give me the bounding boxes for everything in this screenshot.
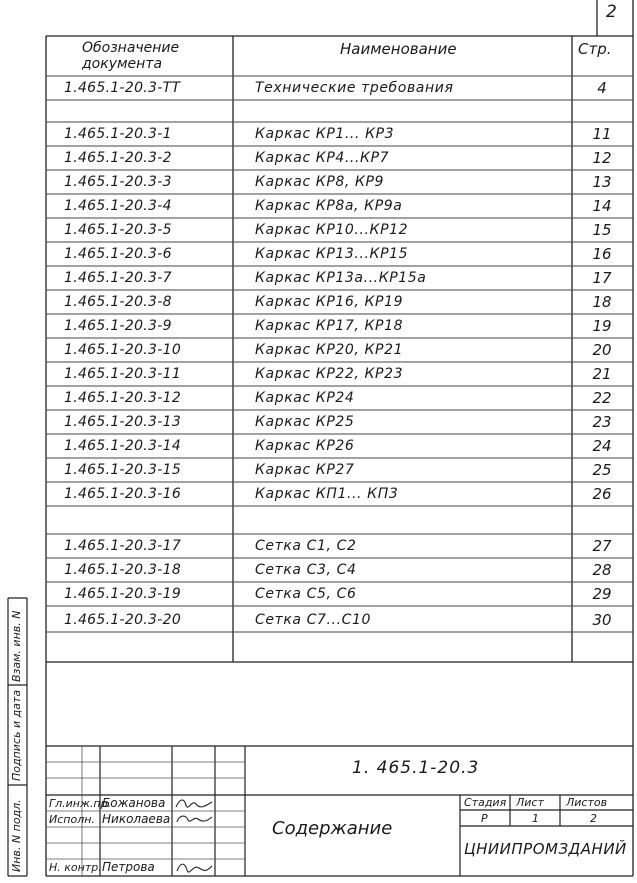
row-code: 1.465.1-20.3-13	[64, 414, 182, 430]
side-label-sign-date: Подпись и дата	[10, 689, 23, 781]
row-page: 29	[592, 585, 612, 603]
row-name: Каркас КР13а...КР15а	[255, 270, 427, 286]
page-number: 2	[606, 2, 617, 22]
row-page: 12	[592, 149, 612, 167]
row-code: 1.465.1-20.3-12	[64, 390, 182, 406]
signature-3	[174, 860, 214, 874]
row-page: 19	[592, 317, 612, 335]
row-code: 1.465.1-20.3-17	[64, 538, 182, 554]
row-page: 17	[592, 269, 612, 287]
sheets-value: 2	[590, 812, 597, 825]
row-page: 30	[592, 611, 612, 629]
row-name: Каркас КР1... КР3	[255, 126, 395, 142]
row-page: 20	[592, 341, 612, 359]
row-code: 1.465.1-20.3-1	[64, 126, 172, 142]
row-name: Каркас КР13...КР15	[255, 246, 409, 262]
row-page: 21	[592, 365, 612, 383]
stage-value: Р	[481, 812, 488, 825]
signature-1	[174, 796, 214, 810]
side-label-vzam-inv: Взам. инв. N	[10, 610, 23, 682]
row-name: Сетка С3, С4	[255, 562, 357, 578]
role-label: Исполн.	[49, 813, 95, 826]
row-name: Каркас КП1... КП3	[255, 486, 399, 502]
header-designation-line2: документа	[82, 56, 163, 72]
row-page: 13	[592, 173, 612, 191]
sheet-value: 1	[532, 812, 539, 825]
row-code: 1.465.1-20.3-19	[64, 586, 182, 602]
row-page: 27	[592, 537, 612, 555]
row-code: 1.465.1-20.3-20	[64, 612, 182, 628]
row-name: Сетка С7...С10	[255, 612, 372, 628]
row-code: 1.465.1-20.3-9	[64, 318, 172, 334]
row-code: 1.465.1-20.3-14	[64, 438, 182, 454]
header-designation-line1: Обозначение	[82, 40, 180, 56]
row-name: Каркас КР10...КР12	[255, 222, 409, 238]
row-page: 22	[592, 389, 612, 407]
row-name: Каркас КР22, КР23	[255, 366, 404, 382]
row-code: 1.465.1-20.3-3	[64, 174, 172, 190]
row-page: 4	[597, 79, 607, 97]
row-name: Каркас КР26	[255, 438, 355, 454]
row-page: 14	[592, 197, 612, 215]
side-label-inv-orig: Инв. N подл.	[10, 799, 23, 872]
row-code: 1.465.1-20.3-11	[64, 366, 182, 382]
row-page: 15	[592, 221, 612, 239]
row-name: Сетка С1, С2	[255, 538, 357, 554]
row-code: 1.465.1-20.3-10	[64, 342, 182, 358]
row-page: 16	[592, 245, 612, 263]
row-name: Каркас КР8, КР9	[255, 174, 385, 190]
row-code: 1.465.1-20.3-5	[64, 222, 172, 238]
row-code: 1.465.1-20.3-2	[64, 150, 172, 166]
sheets-label: Листов	[566, 796, 608, 809]
row-name: Каркас КР8а, КР9а	[255, 198, 403, 214]
row-name: Сетка С5, С6	[255, 586, 357, 602]
row-page: 28	[592, 561, 612, 579]
header-name: Наименование	[340, 40, 457, 58]
row-name: Каркас КР27	[255, 462, 355, 478]
row-name: Технические требования	[255, 80, 454, 96]
role-name: Николаева	[102, 812, 171, 826]
row-page: 25	[592, 461, 612, 479]
doc-title: Содержание	[272, 818, 393, 839]
role-label: Гл.инж.пр.	[49, 797, 112, 810]
header-page: Стр.	[578, 40, 612, 58]
row-name: Каркас КР24	[255, 390, 355, 406]
row-name: Каркас КР16, КР19	[255, 294, 404, 310]
organization: ЦНИИПРОМЗДАНИЙ	[464, 840, 627, 858]
row-code: 1.465.1-20.3-8	[64, 294, 172, 310]
role-name: Петрова	[102, 860, 155, 874]
row-code: 1.465.1-20.3-15	[64, 462, 182, 478]
row-code: 1.465.1-20.3-6	[64, 246, 172, 262]
row-code: 1.465.1-20.3-18	[64, 562, 182, 578]
row-page: 23	[592, 413, 612, 431]
row-name: Каркас КР25	[255, 414, 355, 430]
row-page: 24	[592, 437, 612, 455]
signature-2	[174, 812, 214, 826]
row-name: Каркас КР17, КР18	[255, 318, 404, 334]
role-label: Н. контр.	[49, 861, 102, 874]
row-code: 1.465.1-20.3-16	[64, 486, 182, 502]
row-code: 1.465.1-20.3-4	[64, 198, 172, 214]
row-name: Каркас КР20, КР21	[255, 342, 404, 358]
role-name: Божанова	[102, 796, 166, 810]
row-page: 26	[592, 485, 612, 503]
row-page: 11	[592, 125, 612, 143]
row-page: 18	[592, 293, 612, 311]
sheet-label: Лист	[516, 796, 544, 809]
row-name: Каркас КР4...КР7	[255, 150, 390, 166]
row-code: 1.465.1-20.3-ТТ	[64, 80, 181, 96]
row-code: 1.465.1-20.3-7	[64, 270, 172, 286]
stage-label: Стадия	[464, 796, 507, 809]
doc-code: 1. 465.1-20.3	[352, 758, 480, 778]
